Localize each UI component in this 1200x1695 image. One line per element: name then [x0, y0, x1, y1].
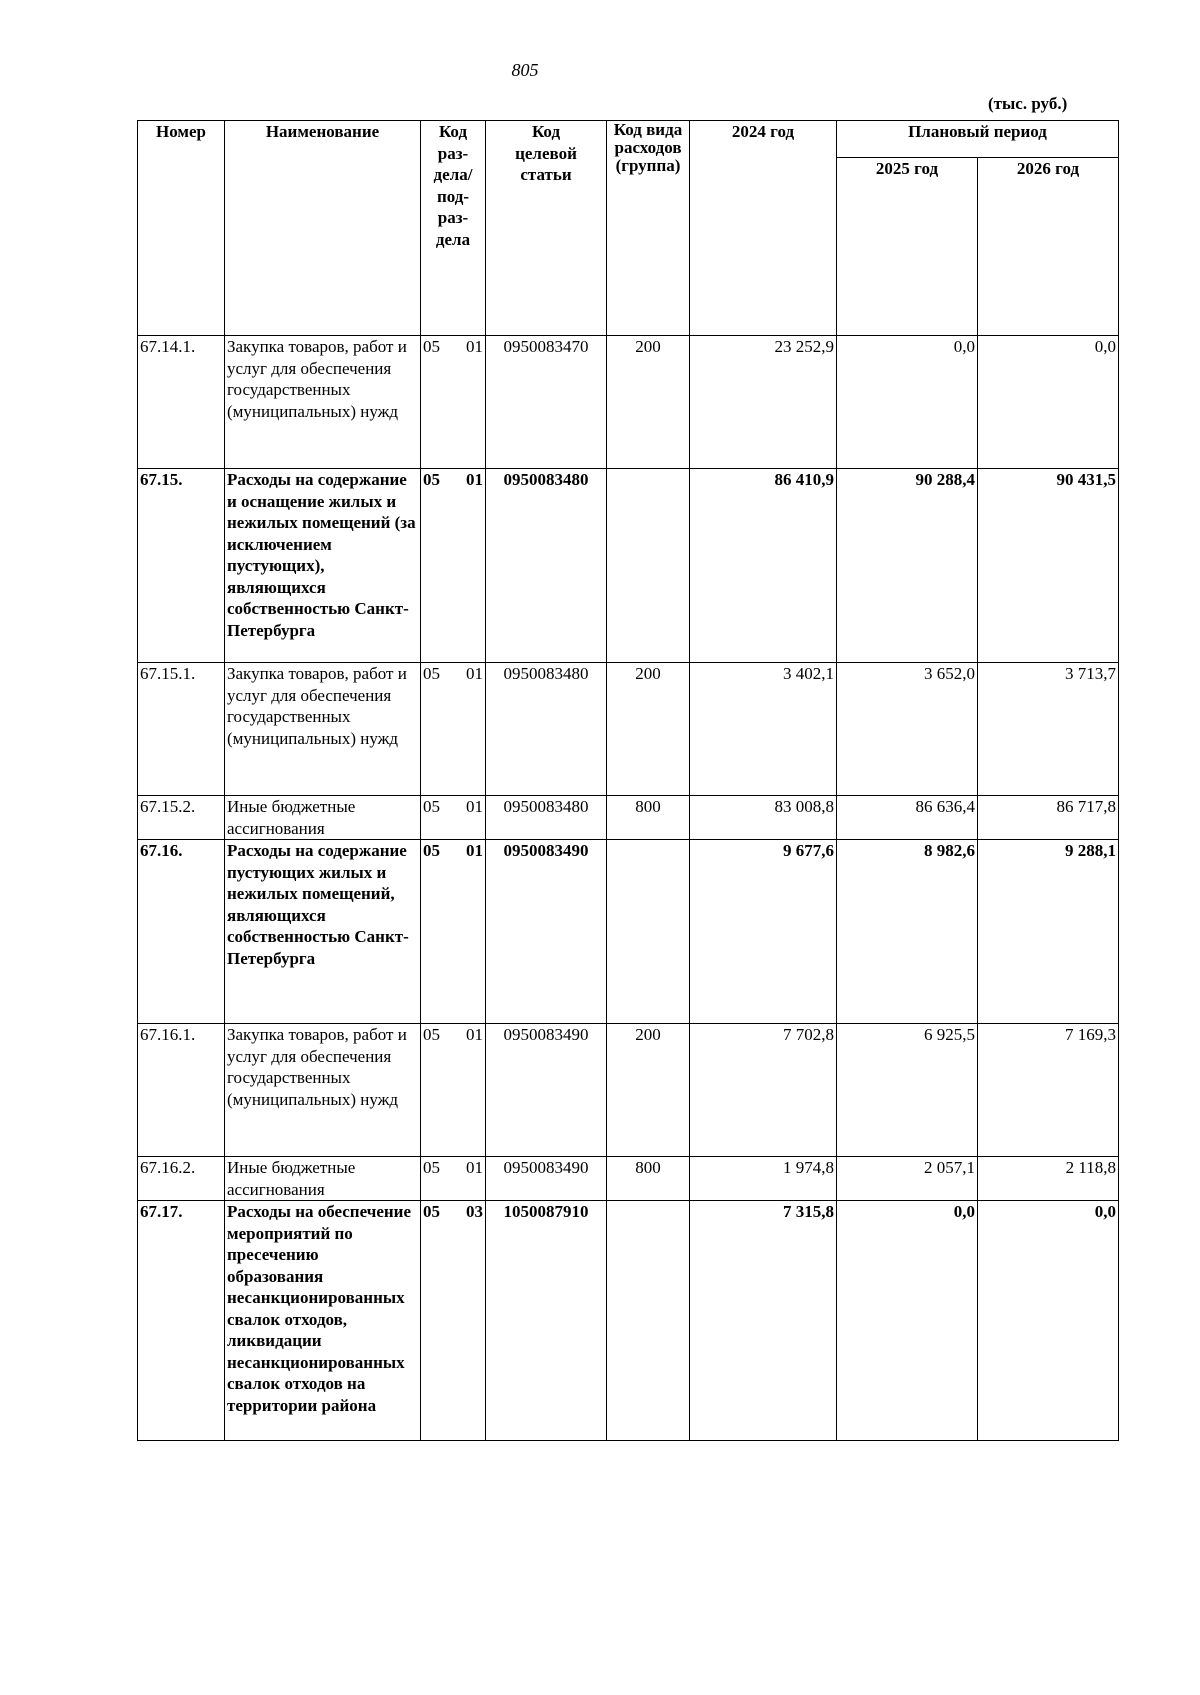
row-expense-type [607, 840, 690, 1024]
row-amount-2025: 2 057,1 [837, 1157, 978, 1201]
row-section-code [421, 840, 486, 1024]
row-name: Закупка товаров, работ и услуг для обеспечения государственных (муниципальных) нужд [225, 336, 421, 469]
row-section-code [421, 1157, 486, 1201]
row-name: Иные бюджетные ассигнования [225, 796, 421, 840]
table-row [138, 1024, 1119, 1157]
row-amount-2025: 90 288,4 [837, 469, 978, 663]
row-subsection: 01 [466, 1025, 483, 1044]
row-amount-2024: 7 702,8 [690, 1024, 837, 1157]
row-name: Закупка товаров, работ и услуг для обеспечения государственных (муниципальных) нужд [225, 1024, 421, 1157]
header-section-code-text: Код раз- дела/ под- раз- дела [433, 122, 473, 249]
table-row [138, 796, 1119, 840]
row-amount-2026: 7 169,3 [978, 1024, 1119, 1157]
row-target-code: 0950083480 [486, 469, 607, 663]
row-expense-type: 800 [607, 796, 690, 840]
row-expense-type: 200 [607, 336, 690, 469]
row-name: Расходы на содержание пустующих жилых и нежилых помещений, являющихся собственностью Санкт-Петербурга [225, 840, 421, 1024]
row-section: 05 [423, 337, 440, 356]
header-section-code [421, 121, 486, 336]
row-amount-2024: 9 677,6 [690, 840, 837, 1024]
row-section: 05 [423, 1202, 440, 1221]
row-number: 67.16. [138, 840, 225, 1024]
table-row [138, 840, 1119, 1024]
row-subsection: 01 [466, 664, 483, 683]
header-expense-type [607, 121, 690, 336]
table-row [138, 469, 1119, 663]
row-amount-2026: 90 431,5 [978, 469, 1119, 663]
row-target-code: 1050087910 [486, 1201, 607, 1441]
row-subsection: 01 [466, 470, 483, 489]
header-expense-type-text: Код вида расходов (группа) [613, 120, 683, 175]
row-number: 67.15.2. [138, 796, 225, 840]
row-target-code: 0950083480 [486, 796, 607, 840]
row-section: 05 [423, 470, 440, 489]
row-name: Расходы на обеспечение мероприятий по пресечению образования несанкционированных свалок отходов, ликвидации несанкционированных свалок отходов на территории района [225, 1201, 421, 1441]
row-subsection: 03 [466, 1202, 483, 1221]
row-subsection: 01 [466, 1158, 483, 1177]
page-number: 805 [511, 60, 539, 80]
row-target-code: 0950083470 [486, 336, 607, 469]
row-section: 05 [423, 1158, 440, 1177]
table-row [138, 336, 1119, 469]
row-section: 05 [423, 797, 440, 816]
row-amount-2024: 83 008,8 [690, 796, 837, 840]
row-number: 67.16.1. [138, 1024, 225, 1157]
row-amount-2024: 1 974,8 [690, 1157, 837, 1201]
row-amount-2026: 0,0 [978, 336, 1119, 469]
row-amount-2024: 7 315,8 [690, 1201, 837, 1441]
row-expense-type [607, 1201, 690, 1441]
budget-table [137, 120, 1119, 1441]
header-target-code [486, 121, 607, 336]
row-section: 05 [423, 664, 440, 683]
table-row [138, 663, 1119, 796]
row-section-code [421, 1201, 486, 1441]
header-number: Номер [138, 121, 225, 336]
row-expense-type: 200 [607, 1024, 690, 1157]
row-name: Расходы на содержание и оснащение жилых и нежилых помещений (за исключением пустующих), являющихся собственностью Санкт-Петербурга [225, 469, 421, 663]
row-section-code [421, 796, 486, 840]
row-subsection: 01 [466, 797, 483, 816]
header-year-2024: 2024 год [690, 121, 837, 336]
row-amount-2024: 23 252,9 [690, 336, 837, 469]
row-amount-2025: 3 652,0 [837, 663, 978, 796]
row-section: 05 [423, 1025, 440, 1044]
row-section-code [421, 336, 486, 469]
header-plan-period: Плановый период [837, 121, 1119, 158]
row-amount-2025: 0,0 [837, 1201, 978, 1441]
row-number: 67.16.2. [138, 1157, 225, 1201]
table-row [138, 1201, 1119, 1441]
header-target-code-text: Код целевой статьи [515, 122, 577, 184]
header-row [138, 121, 1119, 158]
row-subsection: 01 [466, 337, 483, 356]
row-subsection: 01 [466, 841, 483, 860]
row-target-code: 0950083490 [486, 1157, 607, 1201]
row-section: 05 [423, 841, 440, 860]
row-amount-2026: 2 118,8 [978, 1157, 1119, 1201]
row-name: Закупка товаров, работ и услуг для обеспечения государственных (муниципальных) нужд [225, 663, 421, 796]
row-expense-type: 200 [607, 663, 690, 796]
row-amount-2026: 3 713,7 [978, 663, 1119, 796]
row-target-code: 0950083490 [486, 840, 607, 1024]
row-amount-2026: 0,0 [978, 1201, 1119, 1441]
row-amount-2025: 6 925,5 [837, 1024, 978, 1157]
row-name: Иные бюджетные ассигнования [225, 1157, 421, 1201]
row-number: 67.17. [138, 1201, 225, 1441]
row-number: 67.15. [138, 469, 225, 663]
row-expense-type [607, 469, 690, 663]
row-amount-2026: 86 717,8 [978, 796, 1119, 840]
row-target-code: 0950083490 [486, 1024, 607, 1157]
table-body [138, 336, 1119, 1441]
table-row [138, 1157, 1119, 1201]
row-amount-2024: 3 402,1 [690, 663, 837, 796]
row-number: 67.15.1. [138, 663, 225, 796]
row-amount-2026: 9 288,1 [978, 840, 1119, 1024]
header-year-2026: 2026 год [978, 158, 1119, 336]
row-section-code [421, 469, 486, 663]
unit-label: (тыс. руб.) [988, 94, 1068, 113]
header-year-2025: 2025 год [837, 158, 978, 336]
header-name: Наименование [225, 121, 421, 336]
row-section-code [421, 1024, 486, 1157]
row-amount-2025: 0,0 [837, 336, 978, 469]
row-number: 67.14.1. [138, 336, 225, 469]
row-amount-2025: 86 636,4 [837, 796, 978, 840]
row-amount-2024: 86 410,9 [690, 469, 837, 663]
row-section-code [421, 663, 486, 796]
row-target-code: 0950083480 [486, 663, 607, 796]
row-expense-type: 800 [607, 1157, 690, 1201]
row-amount-2025: 8 982,6 [837, 840, 978, 1024]
